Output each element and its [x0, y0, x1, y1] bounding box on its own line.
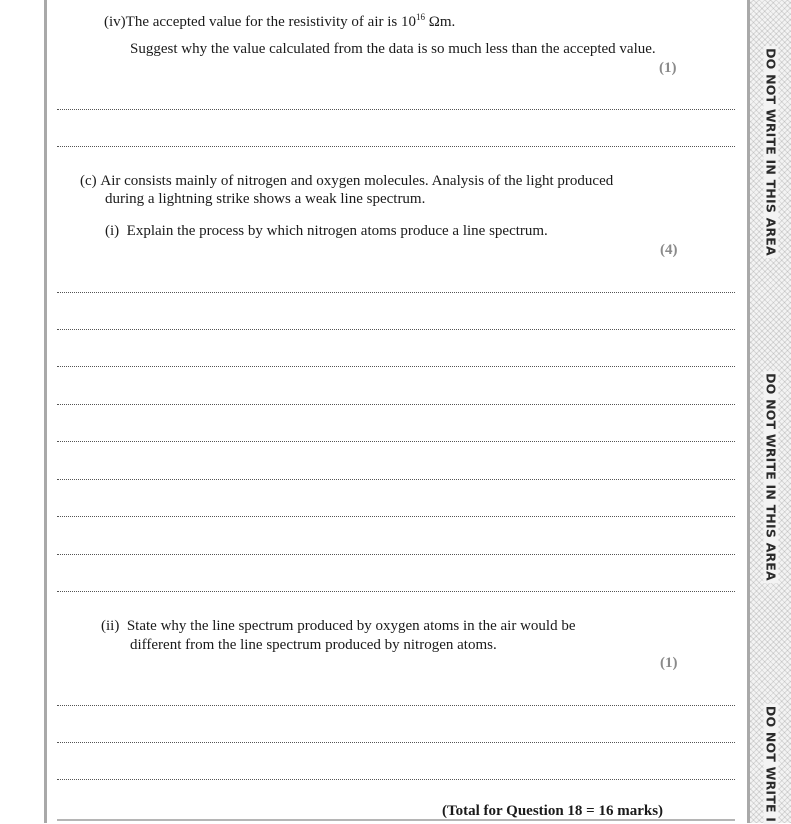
- part-c-intro-line1: Air consists mainly of nitrogen and oxygen molecules. Analysis of the light produced: [100, 173, 614, 189]
- answer-line[interactable]: [57, 554, 735, 555]
- part-c-ii-question: [101, 617, 575, 635]
- answer-line[interactable]: [57, 441, 735, 442]
- part-c-label: (c): [80, 173, 97, 189]
- part-iv-marks: (1): [659, 60, 677, 76]
- part-c-ii-marks: (1): [660, 655, 678, 671]
- part-iv-label: (iv): [104, 14, 126, 30]
- margin-warning-label: DO NOT WRITE IN THIS AREA: [763, 373, 779, 581]
- answer-line[interactable]: [57, 591, 735, 592]
- part-c-i-prompt: Explain the process by which nitrogen atoms produce a line spectrum.: [126, 223, 548, 239]
- answer-line[interactable]: [57, 779, 735, 780]
- answer-line[interactable]: [57, 479, 735, 480]
- answer-line[interactable]: [57, 742, 735, 743]
- margin-warning-label: DO NOT WRITE IN THIS AREA: [763, 48, 779, 256]
- part-c-i-marks: (4): [660, 242, 678, 258]
- answer-line[interactable]: [57, 705, 735, 706]
- part-iv-statement: [104, 8, 455, 31]
- part-c-ii-prompt-line2: different from the line spectrum produced by nitrogen atoms.: [130, 637, 497, 653]
- answer-line[interactable]: [57, 109, 735, 110]
- answer-line[interactable]: [57, 366, 735, 367]
- answer-line[interactable]: [57, 404, 735, 405]
- part-c-i-question: [105, 222, 548, 240]
- resistivity-unit: Ωm.: [424, 14, 456, 30]
- margin-warning-label-partial: DO NOT WRITE I: [763, 705, 779, 823]
- part-iv-statement-text: The accepted value for the resistivity of air is 10: [125, 14, 416, 30]
- answer-line[interactable]: [57, 329, 735, 330]
- part-c-ii-prompt-line1: State why the line spectrum produced by oxygen atoms in the air would be: [126, 618, 576, 634]
- part-iv-prompt: Suggest why the value calculated from the data is so much less than the accepted value.: [130, 41, 656, 57]
- answer-line[interactable]: [57, 292, 735, 293]
- exponent: 16: [415, 12, 425, 22]
- question-total: (Total for Question 18 = 16 marks): [442, 803, 664, 819]
- answer-line[interactable]: [57, 146, 735, 147]
- left-margin-rule: [44, 0, 47, 823]
- footer-rule: [57, 819, 735, 821]
- part-c-intro-line2: during a lightning strike shows a weak line spectrum.: [105, 191, 426, 207]
- part-c-ii-label: (ii): [101, 618, 120, 634]
- part-c-intro: [80, 172, 613, 190]
- answer-line[interactable]: [57, 516, 735, 517]
- part-c-i-label: (i): [105, 223, 120, 239]
